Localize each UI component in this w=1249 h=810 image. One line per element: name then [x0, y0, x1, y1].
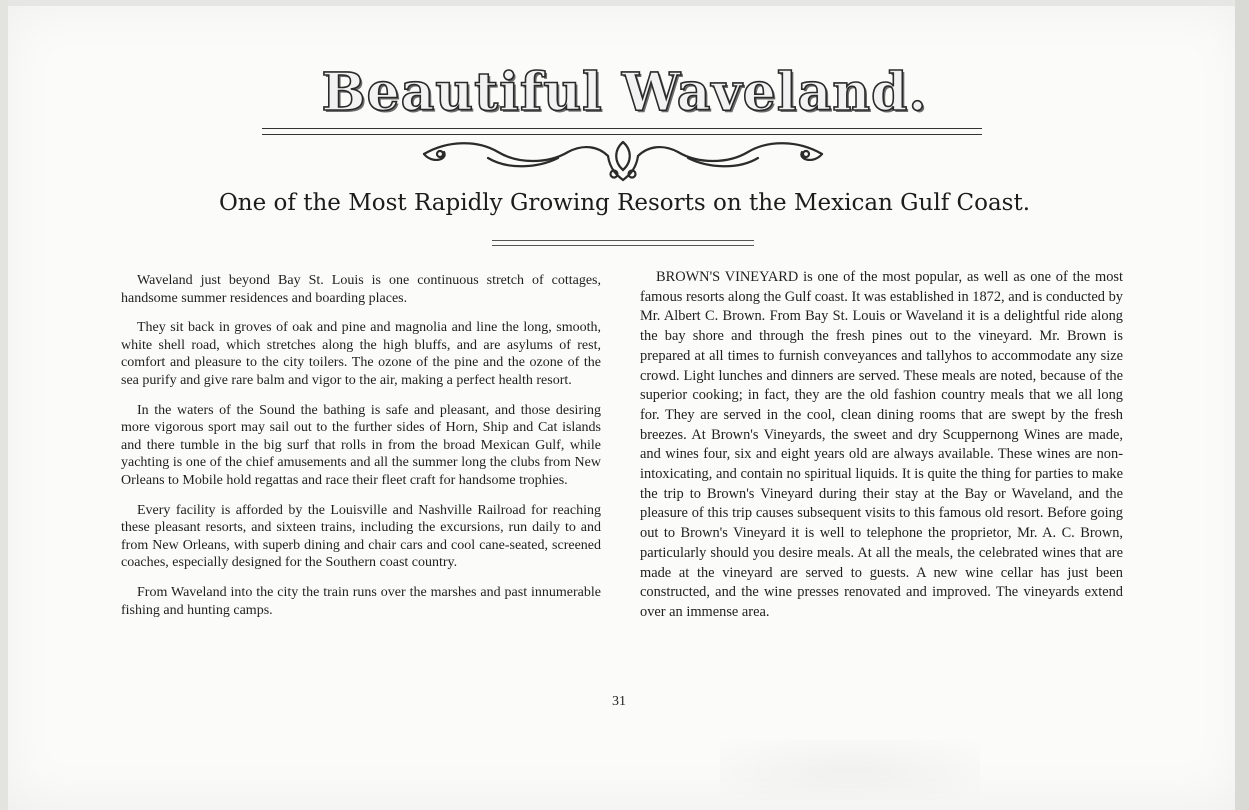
paragraph: From Waveland into the city the train runs over the marshes and past innumerable fishing and hunting camps.	[121, 584, 601, 618]
page-subtitle: One of the Most Rapidly Growing Resorts on the Mexican Gulf Coast.	[218, 190, 1031, 216]
page-number: 31	[612, 694, 626, 709]
right-column	[640, 268, 1123, 635]
paragraph: BROWN'S VINEYARD is one of the most popular, as well as one of the most famous resorts along the Gulf coast. It was established in 1872, and is conducted by Mr. Albert C. Brown. From Bay St. Louis or Waveland it is a delightful ride along the bay shore and through the fresh pines out to the vineyard. Mr. Brown is prepared at all times to furnish conveyances and tallyhos to accommodate any size crowd. Light lunches and dinners are served. These meals are noted, because of the superior cooking; in fact, they are the old fashion country meals that we all long for. They are served in the cool, clean dining rooms that are swept by the fresh breezes. At Brown's Vineyards, the sweet and dry Scuppernong Wines are made, and wines four, six and eight years old are always available. These wines are non-intoxicating, and contain no spiritual liquids. It is quite the thing for parties to make the trip to Brown's Vineyard during their stay at the Bay or Waveland, and the pleasure of this trip causes subsequent visits to this famous old resort. Before going out to Brown's Vineyard it is well to telephone the proprietor, Mr. A. C. Brown, particularly should you desire meals. At all the meals, the celebrated wines that are made at the vineyard are served to guests. A new wine cellar has just been constructed, and the wine presses renovated and improved. The vineyards extend over an immense area.	[640, 269, 1123, 620]
paper-edge-top	[0, 0, 1249, 6]
paper-scuff	[720, 740, 980, 800]
page-title: Beautiful Waveland.	[321, 62, 928, 123]
paragraph: Waveland just beyond Bay St. Louis is one continuous stretch of cottages, handsome summer residences and boarding places.	[121, 273, 601, 306]
subtitle-rule	[492, 240, 754, 246]
paragraph: In the waters of the Sound the bathing is safe and pleasant, and those desiring more vigorous sport may sail out to the further sides of Horn, Ship and Cat islands and there tumble in the big surf that rolls in from the broad Mexican Gulf, while yachting is one of the chief amusements and all the summer long the clubs from New Orleans to Mobile hold regattas and race their fleet craft for handsome trophies.	[121, 402, 601, 488]
paragraph: They sit back in groves of oak and pine and magnolia and line the long, smooth, white shell road, which stretches along the high bluffs, and are asylums of rest, comfort and pleasure to the city toilers. The ozone of the pine and the ozone of the sea purify and give rare balm and vigor to the air, making a perfect health resort.	[121, 320, 601, 388]
paragraph: Every facility is afforded by the Louisville and Nashville Railroad for reaching these pleasant resorts, and sixteen trains, including the excursions, run daily to and from New Orleans, with superb dining and chair cars and cool cane-seated, screened coaches, especially designed for the Southern coast country.	[121, 502, 601, 571]
left-column	[121, 272, 601, 631]
scroll-ornament-icon	[418, 136, 828, 184]
title-double-rule	[262, 128, 982, 135]
